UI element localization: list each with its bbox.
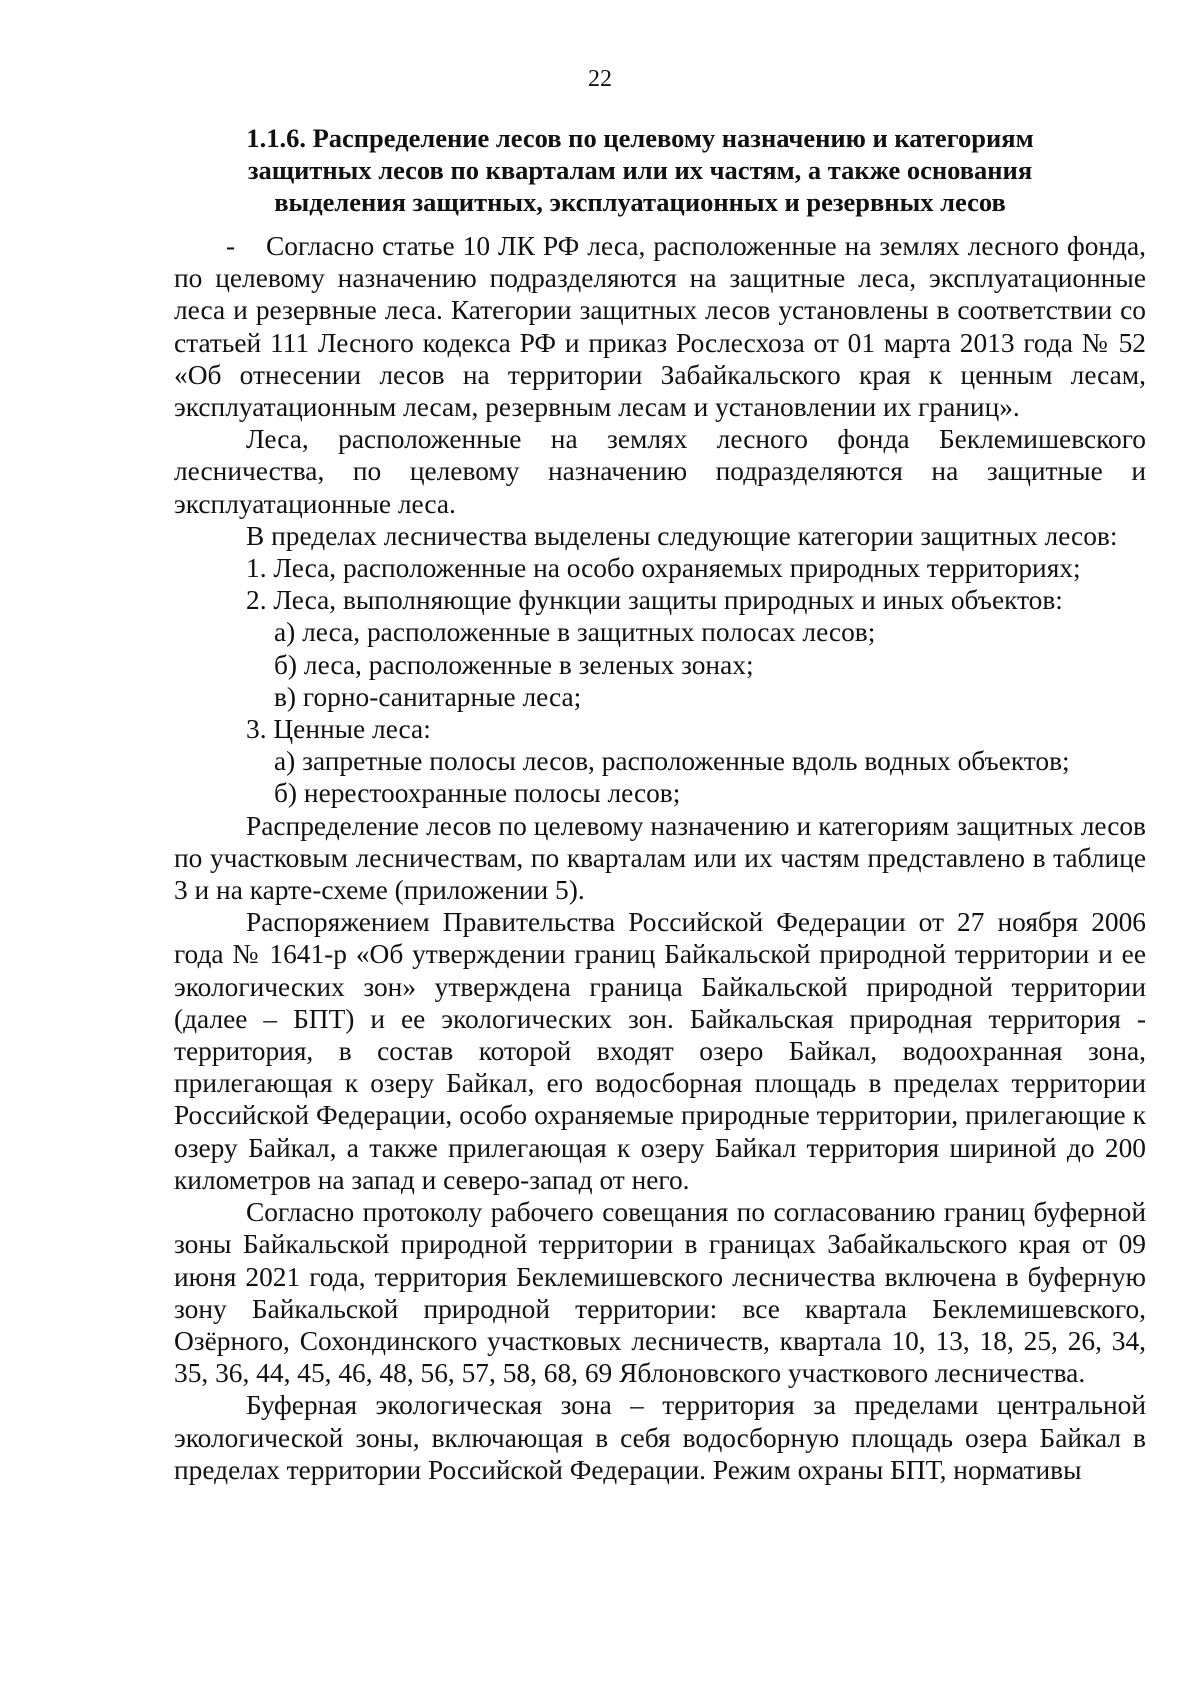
paragraph-buffer-zone: Буферная экологическая зона – территория за пределами центральной экологической зоны, включающая в себя водосборную площадь озера Байкал в пределах территории Российской Федерации. Режим охраны БПТ, нормативы	[174, 1390, 1146, 1485]
heading-line: выделения защитных, эксплуатационных и резервных лесов	[274, 187, 1006, 217]
body-text	[174, 230, 1146, 1486]
category-item: 3. Ценные леса:	[246, 714, 431, 745]
heading-line: защитных лесов по кварталам или их частям, а также основания	[247, 155, 1033, 185]
categories-intro: В пределах лесничества выделены следующие категории защитных лесов:	[246, 520, 1118, 551]
page-number: 22	[588, 66, 612, 92]
subcategory-item: а) леса, расположенные в защитных полосах лесов;	[274, 617, 876, 648]
subcategory-item: б) леса, расположенные в зеленых зонах;	[274, 649, 754, 680]
paragraph-distribution: Распределение лесов по целевому назначению и категориям защитных лесов по участковым лесничествам, по кварталам или их частям представлено в таблице 3 и на карте-схеме (приложении 5).	[174, 810, 1146, 906]
paragraph-text: Согласно статье 10 ЛК РФ леса, расположенные на землях лесного фонда, по целевому назначению подразделяются на защитные леса, эксплуатационные леса и резервные леса. Категории защитных лесов установлены в соответствии со статьей 111 Лесного кодекса РФ и приказ Рослесхоза от 01 марта 2013 года № 52 «Об отнесении лесов на территории Забайкальского края к ценным лесам, эксплуатационным лесам, резервным лесам и установлении их границ».	[174, 231, 1146, 423]
dash-marker: -	[226, 231, 236, 261]
heading-line: 1.1.6. Распределение лесов по целевому назначению и категориям	[246, 123, 1034, 153]
subcategory-item: а) запретные полосы лесов, расположенные вдоль водных объектов;	[274, 746, 1070, 777]
paragraph-forest-purpose: Леса, расположенные на землях лесного фонда Беклемишевского лесничества, по целевому назначению подразделяются на защитные и эксплуатационные леса.	[174, 424, 1146, 519]
subcategory-item: б) нерестоохранные полосы лесов;	[274, 778, 681, 809]
paragraph-baikal-order: Распоряжением Правительства Российской Федерации от 27 ноября 2006 года № 1641-р «Об утверждении границ Байкальской природной территории и ее экологических зон» утверждена граница Байкальской природной территории (далее – БПТ) и ее экологических зон. Байкальская природная территория - территория, в состав которой входят озеро Байкал, водоохранная зона, прилегающая к озеру Байкал, его водосборная площадь в пределах территории Российской Федерации, особо охраняемые природные территории, прилегающие к озеру Байкал, а также прилегающая к озеру Байкал территория шириной до 200 километров на запад и северо-запад от него.	[174, 907, 1146, 1195]
paragraph-buffer-protocol: Согласно протоколу рабочего совещания по согласованию границ буферной зоны Байкальской природной территории в границах Забайкальского края от 09 июня 2021 года, территория Беклемишевского лесничества включена в буферную зону Байкальской природной территории: все квартала Беклемишевского, Озёрного, Сохондинского участковых лесничеств, квартала 10, 13, 18, 25, 26, 34, 35, 36, 44, 45, 46, 48, 56, 57, 58, 68, 69 Яблоновского участкового лесничества.	[174, 1197, 1146, 1389]
category-item: 1. Леса, расположенные на особо охраняемых природных территориях;	[246, 553, 1081, 584]
section-heading	[170, 122, 1110, 218]
paragraph-forest-law	[174, 230, 1146, 423]
subcategory-item: в) горно-санитарные леса;	[274, 681, 582, 712]
category-item: 2. Леса, выполняющие функции защиты природных и иных объектов:	[246, 585, 1063, 616]
